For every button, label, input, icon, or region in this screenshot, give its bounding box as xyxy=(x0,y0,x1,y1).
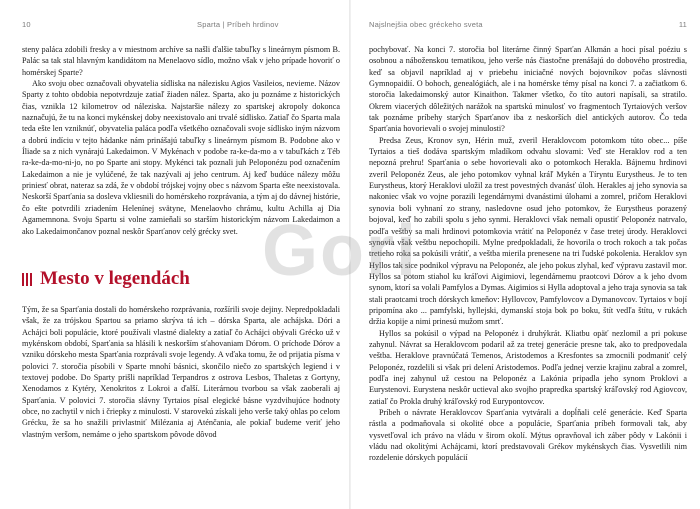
left-running-head xyxy=(22,20,340,32)
left-paragraph-3: Tým, že sa Sparťania dostali do homérskeho rozprávania, rozšírili svoje dejiny. Nepredpokladali však, že za trójskou Spartou sa priamo skrýva tá ich – dórska Sparta, ale achájska. Dóri a Achájci boli populácie, ktoré používali vlastné dialekty a zatiaľ čo Achájci obývali Grécko už v mykénskom období, Sparťania sa hlásili k neskorším sťahovaniam Dórom. O príchode Dórov a vzniku dórskeho mesta Sparťania rozprávali svoje legendy. A vďaka tomu, že od prijatia písma v polovici 7. storočia písobili v Sparte mnohí básnici, skončilo niečo zo spartských legiend i v textovej podobe. Do Sparty prišli napríklad Terpandros z ostrova Lesbos, Thaletas z Gortyny, Xenodamos z Kytéry, Xenokritos z Lokroi a ďalší. Literárnou tvorbou sa však zaoberali aj Sparťania. V polovici 7. storočia slávny Tyrtaios písal elegické básne vyzdvihujúce hodnoty obce, no zachytil v nich i čriepky z minulosti. V starovekú získali jeho verše taký ohlas po celom Grécku, že sa ho snažili privlastniť Milézania aj Aténčania, ale pokiaľ budeme veriť jeho vlastným veršom, nemáme o jeho spartskom pôvode dôvod xyxy=(22,305,340,439)
book-gutter xyxy=(349,0,351,509)
section-heading-text: Mesto v legendách xyxy=(40,268,190,289)
section-marker-icon xyxy=(22,273,32,286)
right-running-head xyxy=(369,20,687,32)
left-page xyxy=(22,0,340,509)
right-running-title: Najslnejšia obec gréckeho sveta xyxy=(369,20,483,29)
left-paragraph-1: steny paláca zdobili fresky a v miestnom archíve sa našli ďalšie tabuľky s lineárnym písmom B. Palác sa tak stal hlavným kandidátom na Menelaovo sídlo, možno však v jeho prípade hovoriť o homérskej Sparte? xyxy=(22,45,340,77)
right-paragraph-1: pochybovať. Na konci 7. storočia bol literárne činný Sparťan Alkmán a hoci písal poéziu s osobnou a náboženskou tematikou, jeho verše nás čiastočne prenášajú do dobového prostredia, keď sa objavil napríklad aj v priebehu iniciačné nových bojovníkov počas slávnosti Gymnopaidií. O bohoch, genealógiách, ale i na homérske témy písal na konci 7. a začiatkom 6. storočia lakedaimonský autor Kinaithon. Takmer všetko, čo títo autori napísali, sa stratilo. Okrem viacerých dôležitých narážok na spartskú minulosť vo fragmentoch Tyrtaiových veršov tak poznáme príbehy starých Sparťanov iba z neskorších diel antických autorov. Čo teda Sparťania hovorievali o svojej minulosti? xyxy=(369,45,687,134)
right-page xyxy=(369,0,687,509)
right-body xyxy=(369,44,687,464)
left-body-bottom xyxy=(22,304,340,440)
right-paragraph-4: Príbeh o návrate Heraklovcov Sparťania vytvárali a dopĺňali celé generácie. Keď Sparta rástla a podmaňovala si okolité obce a populácie, Sparťania príbeh formovali tak, aby vysvetľoval ich právo na vládu v širom okolí. Mýtus opravňoval ich záber pôdy v Lakónii i vládu nad okolitými Achájcami, ktorí predstavovali Grékov mykénskych čias. Vysvetlili nim rozdelenie dórskych populácií xyxy=(369,408,687,463)
right-paragraph-2: Predsa Zeus, Kronov syn, Hérin muž, zveril Heraklovcom potomkom túto obec... píše Tyrtaios a tieš dodáva spartským mladíkom odvahu slovami: Veď ste Heraklov rod a ten nepozná prehru! Sparťania o sebe hovorievali ako o potomkoch Herakla. Bájnemu hrdinovi zveril Peloponéz Zeus, ale jeho potomkov vyhnal kráľ Mykén a Tíryntu Eurystheus. Je to ten Eurystheus, ktorý Heraklovi uložil za trest povestných dvanásť úloh. Herakles aj jeho synovia sa nakoniec však vo vojne porazili legendárnymi dvanástimi úlohami a zomrel, pričom Heraklovi synovia boli vyhnaní zo strany, nasledovne osud jeho potomkov, že Eurystheus porazený bojoval, keď ho zabili spolu s jeho synmi. Heraklovci však nemali opustiť Peloponéz natrvalo, podľa veštby sa mali hrdinovi potomkovia vrátiť na Peloponéz v čase tretej úrody. Heraklovci synovia však veštbu nepochopili. Mylne predpokladali, že hovorila o troch rokoch a tak počas tretieho roka sa pokúsili vrátiť, a veštba mierila prenesene na tri ľudské pokolenia. Heraklov syn Hyllos tak sice podnikol výpravu na Peloponéz, ale jeho pokus zlyhal, keď výpravu zastavil mor. Hyllos sa potom stiahol ku kráľovi Aigimiovi, legendárnemu praotcovi Dórov a k jeho dvom synom, ktorí sa volali Pamfylos a Dymas. Aigimios si Hylla adoptoval a jeho traja synovia sa tak stali praotcami troch dórskych kmeňov: Hyllovcov, Pamfylovcov a Dymanovcov. Tyrtaios v bojí pripomína ako ... pamfylski, hyllejski, dymanskí stoja bok po boku, štít vedľa štítu, v rukách držia kopije a nimi prinesú mužom smrť. xyxy=(369,135,687,327)
right-paragraph-3: Hyllos sa pokúsil o výpad na Peloponéz i druhýkrát. Kliatbu opäť nezlomil a pri pokuse zahynul. Návrat sa Heraklovcom podaril až za tretej generácie presne tak, ako to predpovedala veštba. Heraklove pravnúčatá Temenos, Aristodemos a Kresfontes sa zmocnili podmaniť celý Peloponéz, rozdelili si však pri delení Aristodemos. Podľa jednej verzie krajinu zabral a zomrel, podľa inej zahynul už cestou na Peloponéz a Lakónia pripadla jeho synom Proklovi a Eurystenovi. Eurystena neskôr uctieval ako svojho prapredka spartský kráľovský rod Agiovcov, zatiaľ čo Prokla druhý kráľovský rod Eurypontovcov. xyxy=(369,328,687,406)
left-running-title: Sparta | Príbeh hrdinov xyxy=(197,20,279,29)
left-paragraph-2: Ako svoju obec označovali obyvatelia sídliska na nálezisku Agios Vasileios, nevieme. Názov Sparty z tohto obdobia nepotvrdzuje zatiaľ žiaden nález. Sparta, ako ju poznáme z historických čias, vznikla 12 kilometrov od náleziska. Najstaršie nálezy zo spartskej akropoly dokonca naznačujú, že tu na konci mykénskej doby neexistovalo ani trvalé sídlisko. Zatiaľ čo Sparta mala teda ešte len vzniknúť, obyvatelia paláca podľa všetkého označovali svoje sídlisko iným názvom a dobrú indíciu v tejto hádanke nám prinášajú tabuľky s lineárnym písmom B. Podobne ako v Íliade sa z nich vynárajú Lakedaimon. V Mykénach v podobe ra-ke-da-mo a v tabuľkách z Téb ra-ke-da-mo-ni-jo, no po Sparte ani stopy. Mykénci tak poznali juh Peloponézu pod označením Lakedaimon a nie je vylúčené, že tak nazývali aj jeho centrum. Aj keď budúce nálezy môžu priniesť obrat, nateraz sa zdá, že v období trójskej vojny obec s názvom Sparta ešte neexistovala. Neskorší Sparťania sa dosleva vkliesnili do homérskeho rozprávania, a tým aj do dávnej histórie, čo ešte potvrdili zriadením Helenínej svätyne, Menelaovho chrámu, kultu Achilla aj Dia Agamemnona. Svoju Spartu si volne zamieňali so starším historickým názvom Lakedaimon a ako Lakedaimončanov poznal neskôr Sparťanov celý grécky svet. xyxy=(22,79,340,236)
left-body-top xyxy=(22,44,340,237)
watermark-text: Gori xyxy=(262,211,419,291)
left-page-number: 10 xyxy=(22,20,31,29)
right-page-number: 11 xyxy=(678,20,687,29)
section-heading xyxy=(22,267,190,291)
